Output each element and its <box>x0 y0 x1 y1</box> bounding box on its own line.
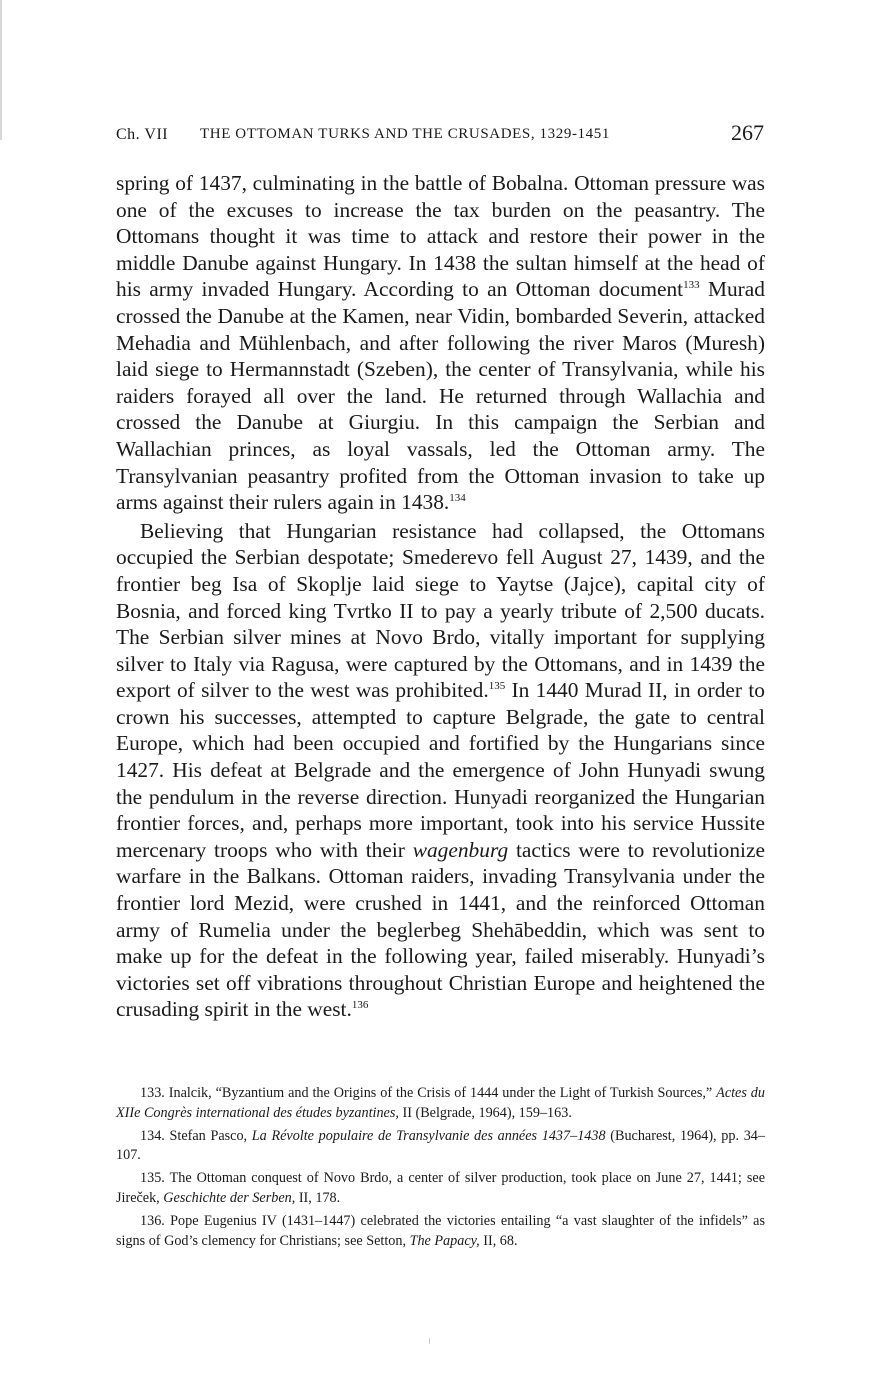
footnote <box>116 1127 765 1167</box>
text-run: II (Belgrade, 1964), 159–163. <box>398 1104 572 1121</box>
text-run: II, 68. <box>479 1232 518 1249</box>
text-run: In 1440 Murad II, in order to crown his successes, attempted to capture Belgrade, the gate to central Europe, which had been occupied and fortified by the Hungarians since 1427. His defeat at Belgrade and the emergence of John Hunyadi swung the pendulum in the reverse direction. Hunyadi reorganized the Hungarian frontier forces, and, perhaps more important, took into his service Hussite mercenary troops who with their <box>116 678 765 862</box>
running-header <box>116 120 764 145</box>
text-run: 136. Pope Eugenius IV (1431–1447) celebrated the victories entailing “a vast slaughter of the infidels” as signs of God’s clemency for Christians; see Setton, <box>116 1212 765 1249</box>
footnote-ref: 136 <box>351 999 369 1012</box>
chapter-label: Ch. VII <box>116 126 169 143</box>
page-number: 267 <box>731 120 764 145</box>
italic-text: La Révolte populaire de Transylvanie des années 1437–1438 <box>251 1127 606 1144</box>
italic-text: Actes du XIIe Congrès international des études byzantines, <box>116 1085 765 1121</box>
text-run: Murad crossed the Danube at the Kamen, near Vidin, bombarded Severin, attacked Mehadia and Mühlenbach, and after following the river Maros (Muresh) laid siege to Hermannstadt (Szeben), the center of Transylvania, while his raiders forayed all over the land. He returned through Wallachia and crossed the Danube at Giurgiu. In this campaign the Serbian and Wallachian princes, as loyal vassals, led the Ottoman army. The Transylvanian peasantry profited from the Ottoman invasion to take up arms against their rulers again in 1438. <box>116 277 765 515</box>
text-run: tactics were to revolutionize warfare in the Balkans. Ottoman raiders, invading Transylvania under the frontier lord Mezid, were crushed in 1441, and the reinforced Ottoman army of Rumelia under the beglerbeg Shehābeddin, which was sent to make up for the defeat in the following year, failed miserably. Hunyadi’s victories set off vibrations throughout Christian Europe and heightened the crusading spirit in the west. <box>116 837 765 1022</box>
text-run: 134. Stefan Pasco, <box>140 1127 252 1144</box>
text-run: 135. The Ottoman conquest of Novo Brdo, a center of silver production, took place on June 27, 1441; see Jireček, <box>116 1170 765 1206</box>
footnote <box>116 1169 765 1209</box>
italic-text: wagenburg <box>412 837 509 862</box>
main-text <box>116 170 765 1023</box>
scan-edge-mark <box>0 0 2 140</box>
text-run: Believing that Hungarian resistance had collapsed, the Ottomans occupied the Serbian despotate; Smederevo fell August 27, 1439, and the frontier beg Isa of Skoplje laid siege to Yaytse (Jajce), capital city of Bosnia, and forced king Tvrtko II to pay a yearly tribute of 2,500 ducats. The Serbian silver mines at Novo Brdo, vitally important for supplying silver to Italy via Ragusa, were captured by the Ottomans, and in 1439 the export of silver to the west was prohibited. <box>116 518 765 703</box>
italic-text: The Papacy, <box>409 1232 480 1249</box>
text-run: 133. Inalcik, “Byzantium and the Origins of the Crisis of 1444 under the Light of Turkish Sources,” <box>140 1085 717 1101</box>
text-run: (Bucharest, 1964), pp. 34–107. <box>116 1127 765 1164</box>
scan-speck <box>429 1338 430 1344</box>
running-title: THE OTTOMAN TURKS AND THE CRUSADES, 1329-1451 <box>200 126 610 142</box>
paragraph <box>116 518 765 1023</box>
text-run: spring of 1437, culminating in the battle of Bobalna. Ottoman pressure was one of the excuses to increase the tax burden on the peasantry. The Ottomans thought it was time to attack and restore their power in the middle Danube against Hungary. In 1438 the sultan himself at the head of his army invaded Hungary. According to an Ottoman document <box>116 171 765 302</box>
footnote-ref: 133 <box>683 279 700 292</box>
footnote-ref: 135 <box>488 680 506 693</box>
footnotes <box>116 1084 765 1254</box>
paragraph <box>116 170 765 516</box>
footnote-ref: 134 <box>449 492 466 505</box>
footnote <box>116 1212 765 1252</box>
footnote <box>116 1084 765 1124</box>
italic-text: Geschichte der Serben, <box>163 1189 296 1206</box>
text-run: II, 178. <box>295 1189 341 1206</box>
